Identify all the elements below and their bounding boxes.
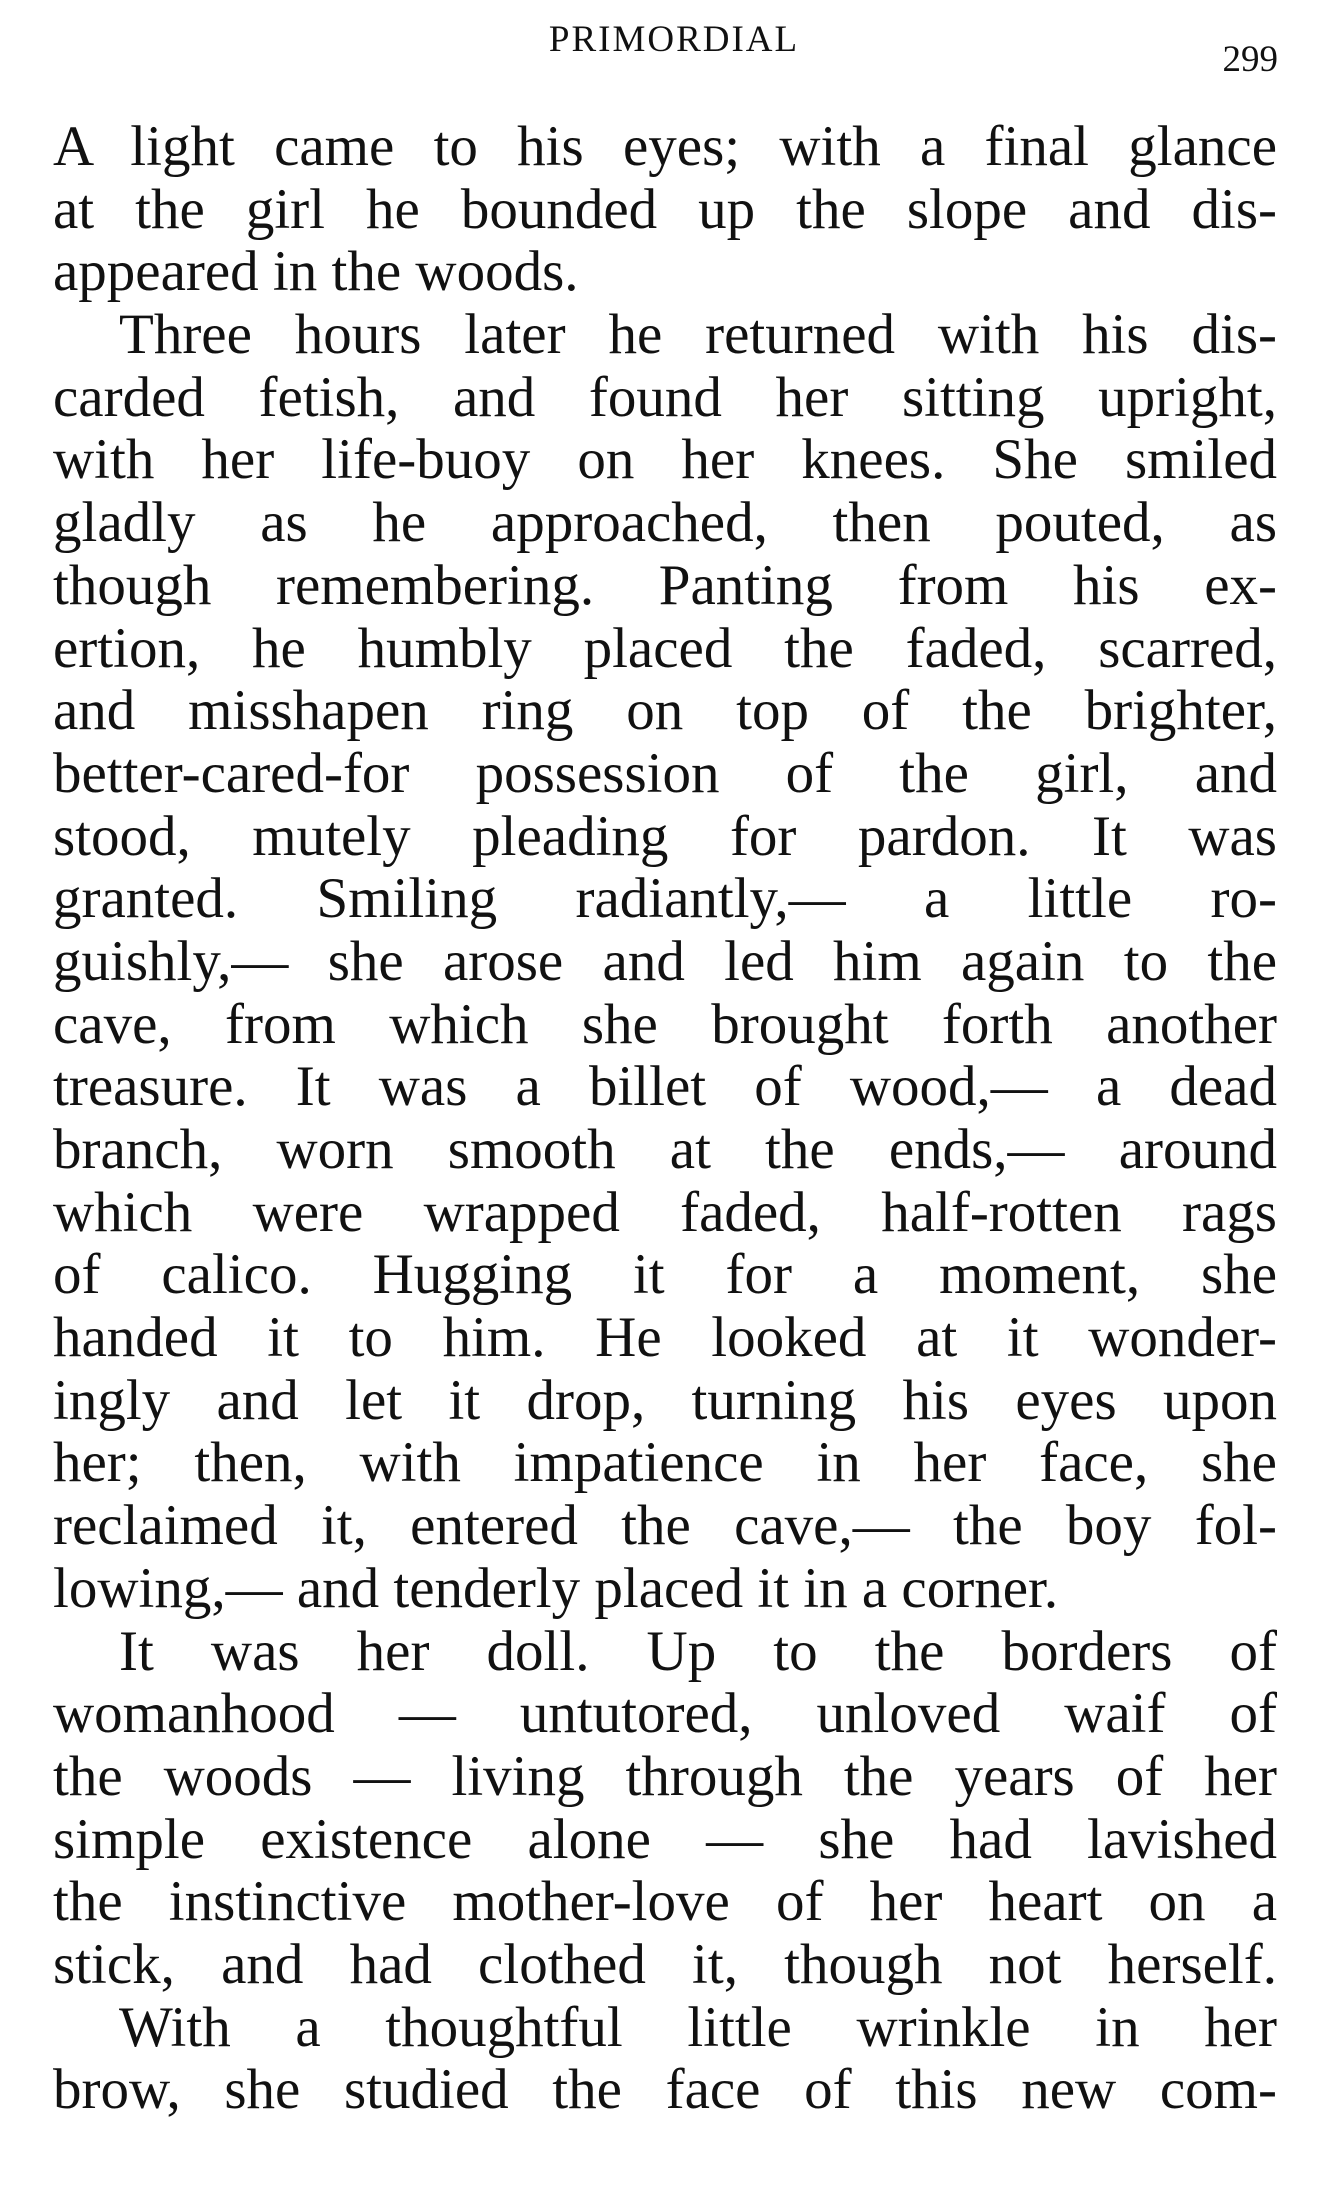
text-line: With a thoughtful little wrinkle in her bbox=[119, 1995, 1277, 2059]
text-line: better-cared-for possession of the girl, and bbox=[53, 741, 1277, 805]
text-line: her; then, with impatience in her face, she bbox=[53, 1431, 1277, 1495]
text-line: granted. Smiling radiantly,— a little ro- bbox=[53, 867, 1277, 931]
text-line: cave, from which she brought forth another bbox=[53, 992, 1277, 1056]
paragraph-1 bbox=[53, 116, 1277, 304]
text-line: and misshapen ring on top of the brighter, bbox=[53, 679, 1277, 743]
text-line: which were wrapped faded, half-rotten rags bbox=[53, 1180, 1277, 1244]
text-line: stood, mutely pleading for pardon. It was bbox=[53, 804, 1277, 868]
text-line: simple existence alone — she had lavished bbox=[53, 1807, 1277, 1871]
text-line: A light came to his eyes; with a final glance bbox=[53, 115, 1277, 178]
text-line: at the girl he bounded up the slope and dis- bbox=[53, 177, 1277, 241]
paragraph-4 bbox=[53, 1997, 1277, 2122]
text-line: handed it to him. He looked at it wonder- bbox=[53, 1306, 1277, 1370]
text-line: It was her doll. Up to the borders of bbox=[119, 1619, 1277, 1683]
text-line: ertion, he humbly placed the faded, scarred, bbox=[53, 616, 1277, 680]
running-title: PRIMORDIAL bbox=[548, 19, 800, 60]
text-line: lowing,— and tenderly placed it in a corner. bbox=[53, 1556, 1059, 1620]
text-line: though remembering. Panting from his ex- bbox=[53, 553, 1277, 617]
text-line: with her life-buoy on her knees. She smiled bbox=[53, 428, 1277, 492]
text-line: appeared in the woods. bbox=[53, 240, 579, 304]
text-line: branch, worn smooth at the ends,— around bbox=[53, 1118, 1277, 1181]
text-line: of calico. Hugging it for a moment, she bbox=[53, 1243, 1277, 1307]
text-line: stick, and had clothed it, though not herself. bbox=[53, 1932, 1277, 1996]
text-line: brow, she studied the face of this new com- bbox=[53, 2058, 1277, 2122]
text-line: carded fetish, and found her sitting upright, bbox=[53, 365, 1277, 429]
running-head bbox=[0, 18, 1330, 80]
page-number: 299 bbox=[1222, 39, 1278, 80]
text-line: treasure. It was a billet of wood,— a dead bbox=[53, 1055, 1277, 1119]
text-line: guishly,— she arose and led him again to the bbox=[53, 929, 1277, 993]
text-line: the woods — living through the years of her bbox=[53, 1744, 1277, 1808]
text-line: the instinctive mother-love of her heart on a bbox=[53, 1870, 1277, 1934]
text-line: reclaimed it, entered the cave,— the boy fol- bbox=[53, 1494, 1277, 1558]
text-line: ingly and let it drop, turning his eyes upon bbox=[53, 1368, 1277, 1432]
text-line: womanhood — untutored, unloved waif of bbox=[53, 1682, 1277, 1746]
paragraph-3 bbox=[53, 1621, 1277, 1997]
paragraph-2 bbox=[53, 304, 1277, 1620]
body-text bbox=[53, 116, 1277, 2122]
text-line: Three hours later he returned with his dis- bbox=[119, 303, 1277, 367]
text-line: gladly as he approached, then pouted, as bbox=[53, 491, 1277, 555]
